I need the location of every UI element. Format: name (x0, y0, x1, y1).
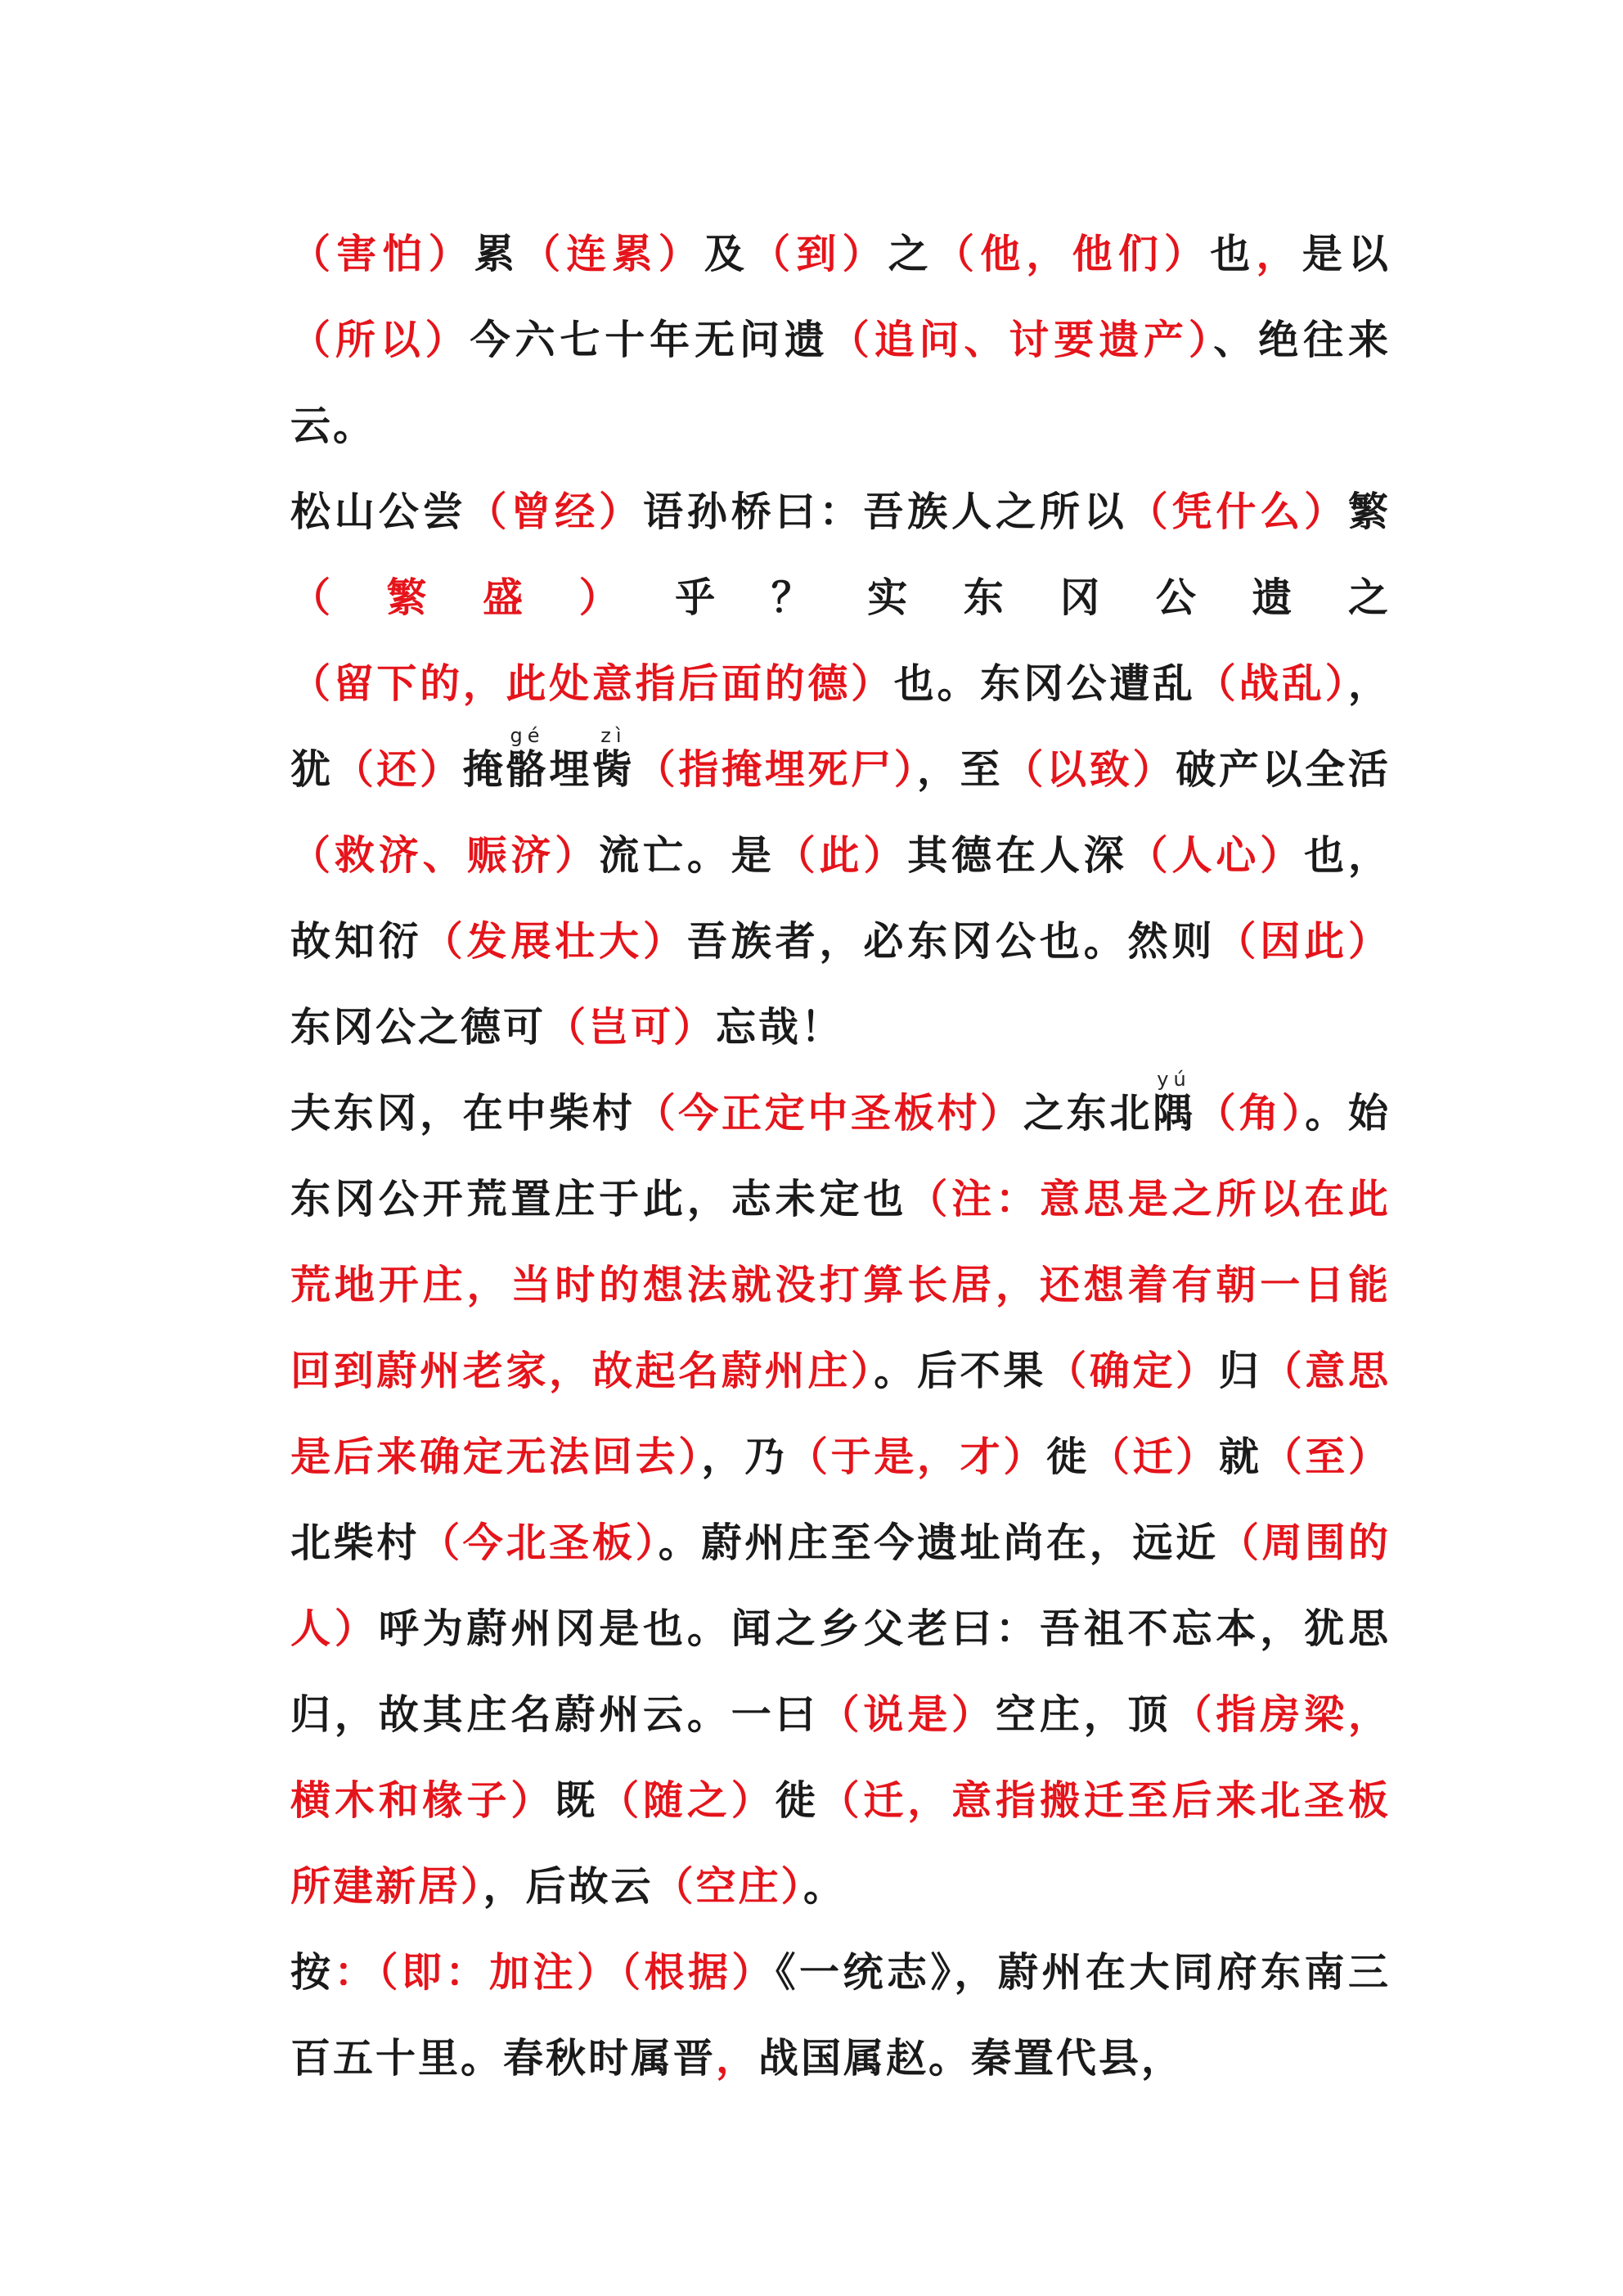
body-text: 按 (290, 1948, 335, 1996)
annotation-text: （注：意思是之所以在此荒地开庄，当时的想法就没打算长居，还想着有朝一日能回到蔚州老家，故起名蔚州庄） (290, 1175, 1391, 1394)
body-text: 破产以全活 (1176, 745, 1391, 793)
base-character: 胔 (591, 745, 636, 793)
annotation-text: ， (1256, 230, 1302, 277)
paragraph (290, 211, 1391, 469)
annotation-text: （救济、赈济） (290, 831, 600, 879)
annotation-text: （害怕） (290, 230, 474, 277)
annotated-character (591, 724, 636, 793)
annotation-text: （繁盛） (290, 574, 676, 621)
body-text: 也，故知衍 (290, 831, 1391, 965)
body-text: 忘哉！ (716, 1003, 844, 1051)
annotation-text: （说是） (819, 1690, 996, 1738)
annotation-text: （因此） (1216, 917, 1391, 965)
body-text: 吾族者，必东冈公也。然则 (686, 917, 1216, 965)
body-text: 也 (1210, 230, 1257, 277)
annotation-text: （追问、讨要遗产） (829, 316, 1214, 363)
body-text: 之东北 (1023, 1089, 1153, 1137)
body-text: ，至 (916, 745, 1004, 793)
annotation-text: （随之） (599, 1776, 776, 1824)
body-text: 徙 (775, 1776, 820, 1824)
base-character: 隅 (1152, 1089, 1196, 1137)
body-text: ，乃 (701, 1433, 788, 1480)
annotation-text: （确定） (1046, 1347, 1219, 1394)
annotation-text: （指房梁，横木和椽子） (290, 1690, 1391, 1824)
annotation-text: （今正定中圣板村） (635, 1089, 1023, 1137)
body-text: 北柴村 (290, 1519, 420, 1566)
annotation-text: （至） (1261, 1433, 1391, 1480)
paragraph (290, 1070, 1391, 1929)
body-text: 之 (888, 230, 934, 277)
body-text: 既 (555, 1776, 600, 1824)
body-text: 战国属赵。秦置代县， (758, 2034, 1185, 2082)
body-text: 夫东冈，在中柴村 (290, 1089, 636, 1137)
annotation-text: （战乱） (1195, 660, 1348, 707)
body-text: 就 (1218, 1433, 1262, 1480)
body-text: 松山公尝 (290, 488, 467, 535)
annotation-text: （岂可） (546, 1003, 717, 1051)
annotated-character (1152, 1068, 1196, 1137)
pinyin-annotation: gé (506, 724, 549, 747)
annotation-text: （此） (775, 831, 908, 879)
body-text: 东冈公之德可 (290, 1003, 546, 1051)
annotation-text: （以致） (1003, 745, 1176, 793)
annotation-text: （曾经） (466, 488, 643, 535)
paragraph (290, 469, 1391, 1070)
body-text: 是以 (1302, 230, 1391, 277)
body-text: 繁 (1347, 488, 1391, 535)
annotation-text: （迁，意指搬迁至后来北圣板所建新居） (290, 1776, 1391, 1910)
body-text: 其德在人深 (907, 831, 1128, 879)
annotation-text: （人心） (1127, 831, 1305, 879)
body-text: 。始东冈公开荒置庄于此，志未定也 (290, 1089, 1391, 1222)
body-text: 流亡。是 (599, 831, 776, 879)
annotation-text: （空庄） (653, 1862, 804, 1910)
annotation-text: （周围的人） (290, 1519, 1391, 1652)
body-text: 也。东冈公遭乱 (893, 660, 1196, 707)
body-text: 今六七十年无问遗 (470, 316, 829, 363)
annotation-text: （发展壮大） (422, 917, 687, 965)
annotation-text: （今北圣板） (420, 1519, 659, 1566)
body-text: ，犹 (290, 660, 1391, 793)
body-text: 及 (704, 230, 751, 277)
pinyin-annotation: yú (1152, 1068, 1195, 1091)
annotation-text: ， (716, 2034, 759, 2082)
annotation-text: （所以） (290, 316, 470, 363)
annotation-text: （指掩埋死尸） (635, 745, 917, 793)
body-text: 埋 (549, 745, 592, 793)
body-text: 空庄，顶 (995, 1690, 1172, 1738)
body-text: 呼为蔚州冈是也。闻之乡父老曰：吾祖不忘本，犹思归，故其庄名蔚州云。一曰 (290, 1605, 1391, 1738)
pinyin-annotation: zì (591, 724, 635, 747)
body-text: 掩 (462, 745, 506, 793)
body-text: 归 (1218, 1347, 1262, 1394)
body-text: 累 (474, 230, 521, 277)
body-text: 、绝往来云。 (290, 316, 1391, 449)
body-text: 。 (803, 1862, 847, 1910)
annotation-text: （迁） (1089, 1433, 1219, 1480)
body-text: 《一统志》，蔚州在大同府东南三百五十里。春秋时属晋 (290, 1948, 1391, 2082)
annotation-text: （意思是后来确定无法回去） (290, 1347, 1391, 1480)
body-text: 。后不果 (874, 1347, 1047, 1394)
annotated-character (506, 724, 550, 793)
annotation-text: （留下的，此处意指后面的德） (290, 660, 894, 707)
body-text: 语孙桥曰：吾族人之所以 (643, 488, 1128, 535)
annotation-text: （到） (750, 230, 888, 277)
base-character: 骼 (506, 745, 550, 793)
annotation-text: （还） (333, 745, 463, 793)
body-text: ，后故云 (483, 1862, 654, 1910)
annotation-text: （角） (1195, 1089, 1306, 1137)
annotation-text: （于是，才） (787, 1433, 1047, 1480)
annotation-text: （凭什么） (1127, 488, 1348, 535)
annotation-text: （他，他们） (933, 230, 1211, 277)
body-text: 乎？实东冈公遗之 (675, 574, 1391, 621)
document-body (290, 211, 1391, 2101)
annotation-text: （连累） (520, 230, 704, 277)
body-text: 徙 (1046, 1433, 1090, 1480)
paragraph (290, 1929, 1391, 2101)
body-text: 。蔚州庄至今遗址尚在，远近 (658, 1519, 1219, 1566)
annotation-text: ：（即：加注）（根据） (334, 1948, 776, 1996)
